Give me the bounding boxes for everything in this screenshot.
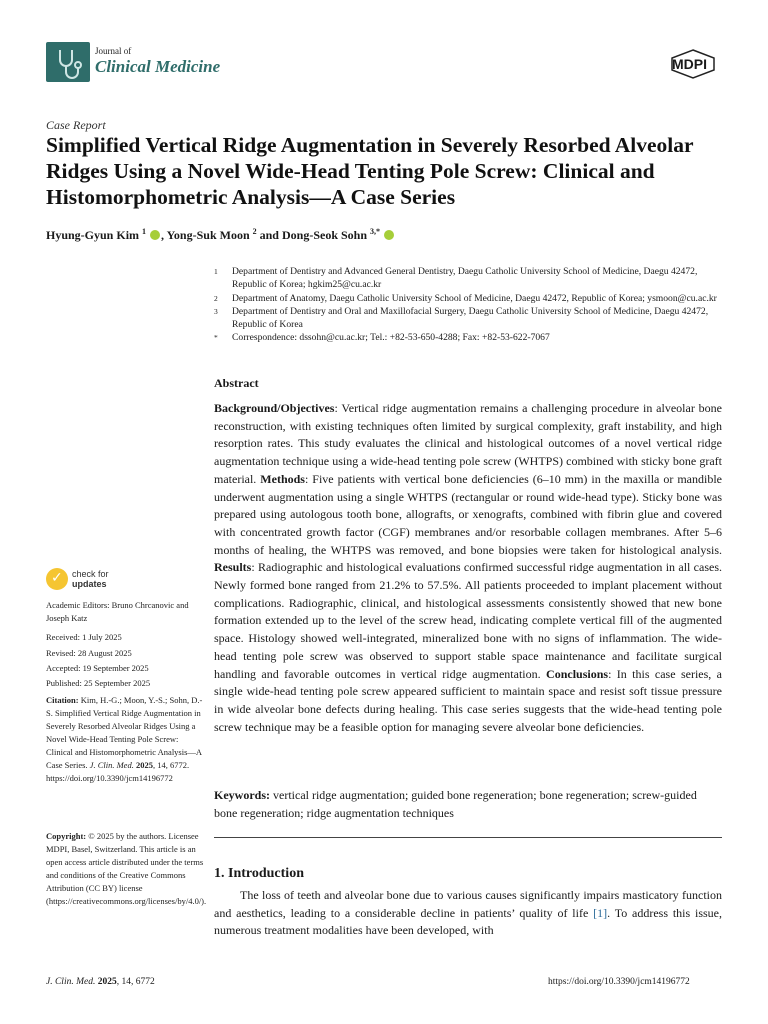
journal-logo: [46, 42, 90, 82]
journal-name: Clinical Medicine: [95, 57, 221, 76]
affiliation-number: 2: [214, 293, 218, 303]
author-sup: 3,*: [370, 227, 381, 236]
affiliation-item: [214, 331, 729, 344]
citation-text: Kim, H.-G.; Moon, Y.-S.; Sohn, D.-S. Simplified Vertical Ridge Augmentation in Severely Resorbed Alveolar Ridges Using a Novel Wide-Head Tenting Pole Screw: Clinical and Histomorphometric Analysis—A Case Series.: [46, 695, 203, 770]
author-sup: 2: [252, 227, 257, 236]
abstract-body: [214, 400, 722, 736]
received-date: Received: 1 July 2025: [46, 632, 122, 642]
check-updates-bottom: updates: [72, 579, 107, 589]
intro-body: [214, 887, 722, 940]
affiliation-number: 1: [214, 267, 218, 276]
affiliation-item: [214, 265, 729, 292]
author-sep: ,: [161, 228, 167, 242]
check-updates-badge[interactable]: [72, 569, 109, 589]
abstract-text: : In this case series, a single wide-head tenting pole screw appeared sufficient to maintain space and resist soft tissue pressure in wide alveolar bone defects during healing. This case series suggests that the wide-head tenting pole screw technique may be a feasible option for managing severe alveolar bone deficiencies.: [214, 666, 722, 734]
academic-editors: Academic Editors: Bruno Chrcanovic and Joseph Katz: [46, 600, 189, 623]
abstract-heading: Abstract: [214, 376, 259, 390]
keywords-label: Keywords:: [214, 788, 270, 802]
copyright-block: [46, 830, 206, 908]
intro-heading: 1. Introduction: [214, 866, 304, 881]
publisher-name: MDPI: [672, 56, 707, 72]
accepted-date: Accepted: 19 September 2025: [46, 663, 149, 673]
citation-volume: , 14, 6772. https://doi.org/10.3390/jcm14196772: [46, 760, 190, 783]
keywords-text: vertical ridge augmentation; guided bone regeneration; bone regeneration; screw-guided bone regeneration; ridge augmentation techniques: [214, 788, 697, 820]
affiliation-number: *: [214, 333, 218, 343]
citation-label: Citation:: [46, 695, 79, 705]
abstract-label: Results: [214, 560, 252, 575]
orcid-icon[interactable]: [384, 230, 394, 240]
citation-block: [46, 694, 206, 785]
citation-year: 2025: [135, 760, 153, 770]
footer-volume: , 14, 6772: [116, 977, 155, 987]
stethoscope-icon: [46, 42, 90, 82]
footer-doi[interactable]: https://doi.org/10.3390/jcm14196772: [548, 977, 690, 987]
abstract-label: Conclusions: [546, 666, 609, 681]
affiliation-text: Department of Dentistry and Oral and Maxillofacial Surgery, Daegu Catholic University School of Medicine, Daegu 42472, Republic of Korea: [232, 305, 709, 331]
author-name[interactable]: Dong-Seok Sohn: [281, 228, 368, 242]
author-name[interactable]: Hyung-Gyun Kim: [46, 228, 140, 242]
abstract-label: Background/Objectives: [214, 401, 335, 415]
abstract-text: : Vertical ridge augmentation remains a challenging procedure in alveolar bone reconstruction, with existing techniques often limited by surgical complexity, graft instability, and high resorption rates. This study evaluates the clinical and histological outcomes of a novel vertical ridge augmentation technique using a wide-head tenting pole screw (WHTPS) combined with sticky bone graft material.: [214, 401, 722, 486]
checkmark-icon: ✓: [51, 570, 63, 586]
author-sup: 1: [142, 227, 147, 236]
abstract-text: : Radiographic and histological evaluations confirmed successful ridge augmentation in all cases. Newly formed bone ranged from 21.2% to 57.5%. All patients proceeded to implant placement without complications. Radiographic, clinical, and histological assessments consistently showed that new bone formation extended up to the level of the screw head, indicating complete vertical fill of the augmented space. Histology showed well-integrated, mineralized bone with no signs of inflammation. The wide-head tenting pole screw was observed to support stable space maintenance and facilitate surgical handling and favorable outcomes in vertical ridge augmentation.: [214, 560, 722, 681]
intro-text: . To address this issue, numerous treatment modalities have been developed, with: [214, 905, 722, 938]
orcid-icon[interactable]: [150, 230, 160, 240]
affiliation-number: 3: [214, 306, 218, 316]
copyright-text: © 2025 by the authors. Licensee MDPI, Basel, Switzerland. This article is an open access article distributed under the terms and conditions of the Creative Commons Attribution (CC BY) license (https://creativecommons.org/licenses/by/4.0/).: [46, 831, 207, 906]
abstract-text: : Five patients with vertical bone deficiencies (6–10 mm) in the maxilla or mandible underwent augmentation using a single WHTPS (rectangular or round wide-head type). Sticky bone was prepared using autologous tooth bone, allografts, or xenografts, combined with fibrin glue and covered with concentrated growth factor (CGF) membranes and/or resorbable collagen membranes. After 5–6 months of healing, the WHTPS was removed, and bone biopsies were taken for histological analysis.: [214, 471, 722, 557]
footer-citation: [46, 977, 155, 987]
keywords: [214, 787, 722, 822]
affiliation-text: Department of Anatomy, Daegu Catholic University School of Medicine, Daegu 42472, Republic of Korea; ysmoon@cu.ac.kr: [232, 292, 717, 304]
citation-link[interactable]: [1]: [593, 905, 608, 920]
author-sep: and: [256, 228, 282, 242]
check-updates-top: check for: [72, 569, 109, 579]
intro-text: The loss of teeth and alveolar bone due to various causes significantly impairs masticatory function and aesthetics, leading to a considerable decline in patients’ quality of life: [214, 888, 722, 920]
article-type: Case Report: [46, 118, 106, 132]
affiliations: [214, 265, 729, 345]
section-divider: [214, 837, 722, 838]
footer-year: 2025: [97, 977, 117, 987]
footer-journal: J. Clin. Med.: [46, 977, 96, 987]
affiliation-item: [214, 305, 729, 332]
author-name[interactable]: Yong-Suk Moon: [166, 228, 250, 242]
abstract-label: Methods: [260, 471, 305, 486]
author-list: [46, 227, 395, 243]
published-date: Published: 25 September 2025: [46, 678, 151, 688]
affiliation-item: [214, 292, 729, 305]
article-title: Simplified Vertical Ridge Augmentation in Severely Resorbed Alveolar Ridges Using a Novel Wide-Head Tenting Pole Screw: Clinical and Histomorphometric Analysis—A Case Series: [46, 133, 694, 209]
publisher-logo: [664, 48, 722, 80]
journal-prefix: Journal of: [95, 46, 132, 56]
citation-journal: J. Clin. Med.: [89, 760, 134, 770]
revised-date: Revised: 28 August 2025: [46, 648, 132, 658]
copyright-label: Copyright:: [46, 831, 87, 841]
affiliation-text: Department of Dentistry and Advanced General Dentistry, Daegu Catholic University School of Medicine, Daegu 42472, Republic of Korea; hgkim25@cu.ac.kr: [232, 266, 698, 291]
affiliation-text: Correspondence: dssohn@cu.ac.kr; Tel.: +82-53-650-4288; Fax: +82-53-622-7067: [232, 332, 550, 344]
